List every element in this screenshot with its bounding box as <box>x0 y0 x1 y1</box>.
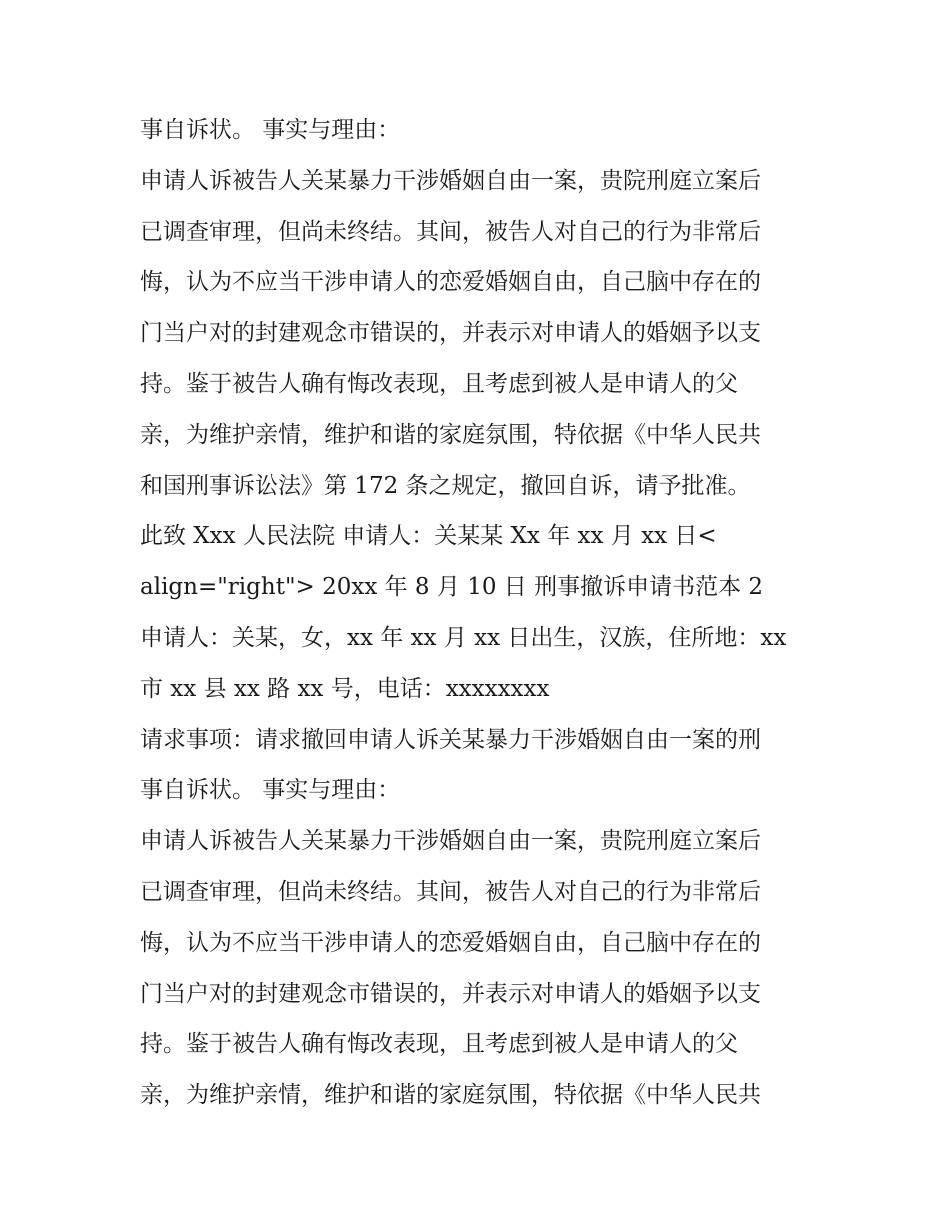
text-line: 已调查审理，但尚未终结。其间，被告人对自己的行为非常后 <box>140 878 761 905</box>
text-line: 亲，为维护亲情，维护和谐的家庭氛围，特依据《中华人民共 <box>140 1082 761 1109</box>
text-line: 持。鉴于被告人确有悔改表现，且考虑到被人是申请人的父 <box>140 370 738 397</box>
text-line: 事自诉状。 事实与理由： <box>140 117 401 143</box>
text-line: 事自诉状。 事实与理由： <box>140 777 401 804</box>
text-line: 此致 Xxx 人民法院 申请人：关某某 Xx 年 xx 月 xx 日< <box>140 523 717 550</box>
text-line: 持。鉴于被告人确有悔改表现，且考虑到被人是申请人的父 <box>140 1031 738 1058</box>
text-line: 门当户对的封建观念市错误的，并表示对申请人的婚姻予以支 <box>140 980 761 1007</box>
text-line: 申请人：关某，女，xx 年 xx 月 xx 日出生，汉族，住所地：xx <box>140 624 787 651</box>
text-line: 申请人诉被告人关某暴力干涉婚姻自由一案，贵院刑庭立案后 <box>140 828 761 855</box>
text-line: 门当户对的封建观念市错误的，并表示对申请人的婚姻予以支 <box>140 320 761 347</box>
text-line: 已调查审理，但尚未终结。其间，被告人对自己的行为非常后 <box>140 218 761 245</box>
text-line: 悔，认为不应当干涉申请人的恋爱婚姻自由，自己脑中存在的 <box>140 269 761 296</box>
text-line: 亲，为维护亲情，维护和谐的家庭氛围，特依据《中华人民共 <box>140 421 761 448</box>
text-line: align="right"> 20xx 年 8 月 10 日 刑事撤诉申请书范本 2 <box>140 574 764 601</box>
text-line: 悔，认为不应当干涉申请人的恋爱婚姻自由，自己脑中存在的 <box>140 929 761 956</box>
text-line: 申请人诉被告人关某暴力干涉婚姻自由一案，贵院刑庭立案后 <box>140 167 761 194</box>
text-line: 和国刑事诉讼法》第 172 条之规定，撤回自诉，请予批准。 <box>140 472 751 499</box>
text-line: 请求事项：请求撤回申请人诉关某暴力干涉婚姻自由一案的刑 <box>140 726 761 753</box>
text-line: 市 xx 县 xx 路 xx 号，电话：xxxxxxxx <box>140 675 550 702</box>
document-body <box>140 105 820 1121</box>
